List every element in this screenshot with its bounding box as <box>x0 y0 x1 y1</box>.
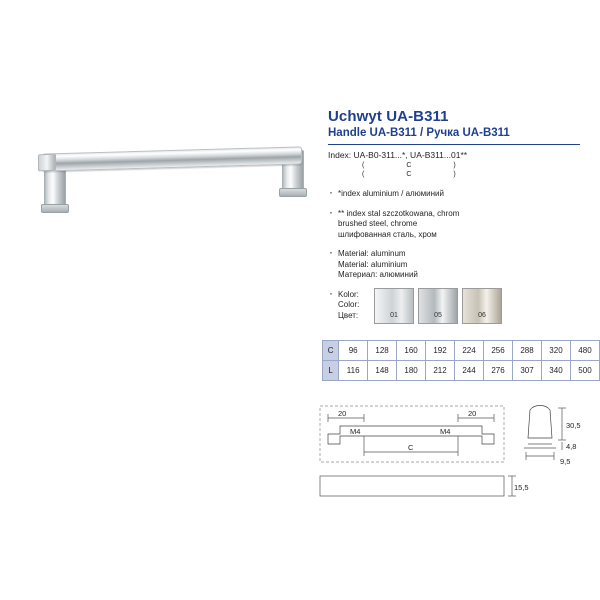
aluminium-swatch[interactable] <box>374 288 414 324</box>
dim-strip-height: 15,5 <box>514 483 529 492</box>
bullet-line: brushed steel, chrome <box>338 219 418 228</box>
bullet-line: шлифованная сталь, хром <box>338 229 437 239</box>
bullet-line: · ** index stal szczotkowana, chrom <box>338 208 460 218</box>
dim-base-height: 4,8 <box>566 442 577 451</box>
color-label-en: Color: <box>338 300 360 309</box>
list-item <box>328 209 580 241</box>
cell: 276 <box>484 361 513 381</box>
cell: 340 <box>541 361 570 381</box>
technical-drawing-strip <box>318 474 530 500</box>
handle-bar <box>42 146 302 171</box>
cell: 256 <box>484 341 513 361</box>
cell: 320 <box>541 341 570 361</box>
cell: 148 <box>368 361 397 381</box>
swatch-code: 06 <box>478 312 486 319</box>
cell: 288 <box>513 341 542 361</box>
cell: 192 <box>426 341 455 361</box>
color-label-pl: Kolor: <box>338 289 359 299</box>
dim-thread-left: M4 <box>350 427 361 436</box>
dim-center: C <box>408 443 414 452</box>
dim-right-offset: 20 <box>468 409 477 418</box>
row-header-c: C <box>323 341 339 361</box>
cell: 212 <box>426 361 455 381</box>
product-photo <box>24 128 314 238</box>
handle-cap-left <box>38 154 56 172</box>
handle-leg-left <box>44 166 66 208</box>
product-info <box>328 108 580 321</box>
color-labels <box>338 290 378 322</box>
bullet-list <box>328 189 580 320</box>
row-header-l: L <box>323 361 339 381</box>
product-title-pl: Uchwyt UA-B311 <box>328 108 449 125</box>
handle-foot-left <box>41 204 69 213</box>
table-row <box>323 341 600 361</box>
product-index: Index: UA-B0-311...*, UA-B311...01** <box>328 150 468 160</box>
chrome-swatch[interactable] <box>418 288 458 324</box>
bullet-line: · *index aluminium / алюминий <box>338 189 444 198</box>
handle-foot-right <box>279 188 307 197</box>
list-item <box>328 249 580 281</box>
title-divider <box>328 144 580 145</box>
cell: 160 <box>397 341 426 361</box>
cell: 500 <box>570 361 599 381</box>
cell: 96 <box>339 341 368 361</box>
product-index-sub: (C) (C) <box>362 162 498 178</box>
product-title-en-ru: Handle UA-B311 / Ручка UA-B311 <box>328 127 510 139</box>
cell: 180 <box>397 361 426 381</box>
bullet-line: · Materiał: aluminum <box>338 249 406 258</box>
cell: 244 <box>455 361 484 381</box>
dim-left-offset: 20 <box>338 409 347 418</box>
table-row <box>323 361 600 381</box>
cell: 480 <box>570 341 599 361</box>
cell: 128 <box>368 341 397 361</box>
dim-thread-right: M4 <box>440 427 451 436</box>
swatch-code: 01 <box>390 312 398 319</box>
dim-width-small: 9,5 <box>560 457 571 466</box>
list-item <box>328 189 580 200</box>
bullet-line: Материал: алюминий <box>338 270 418 279</box>
cell: 224 <box>455 341 484 361</box>
bullet-line: Material: aluminium <box>338 259 408 269</box>
dimension-table <box>322 340 600 381</box>
brushed-steel-swatch[interactable] <box>462 288 502 324</box>
color-label-ru: Цвет: <box>338 310 359 320</box>
cell: 116 <box>339 361 368 381</box>
cell: 307 <box>513 361 542 381</box>
swatch-code: 05 <box>434 312 442 319</box>
dim-height: 30,5 <box>566 421 581 430</box>
color-swatches <box>374 288 502 324</box>
